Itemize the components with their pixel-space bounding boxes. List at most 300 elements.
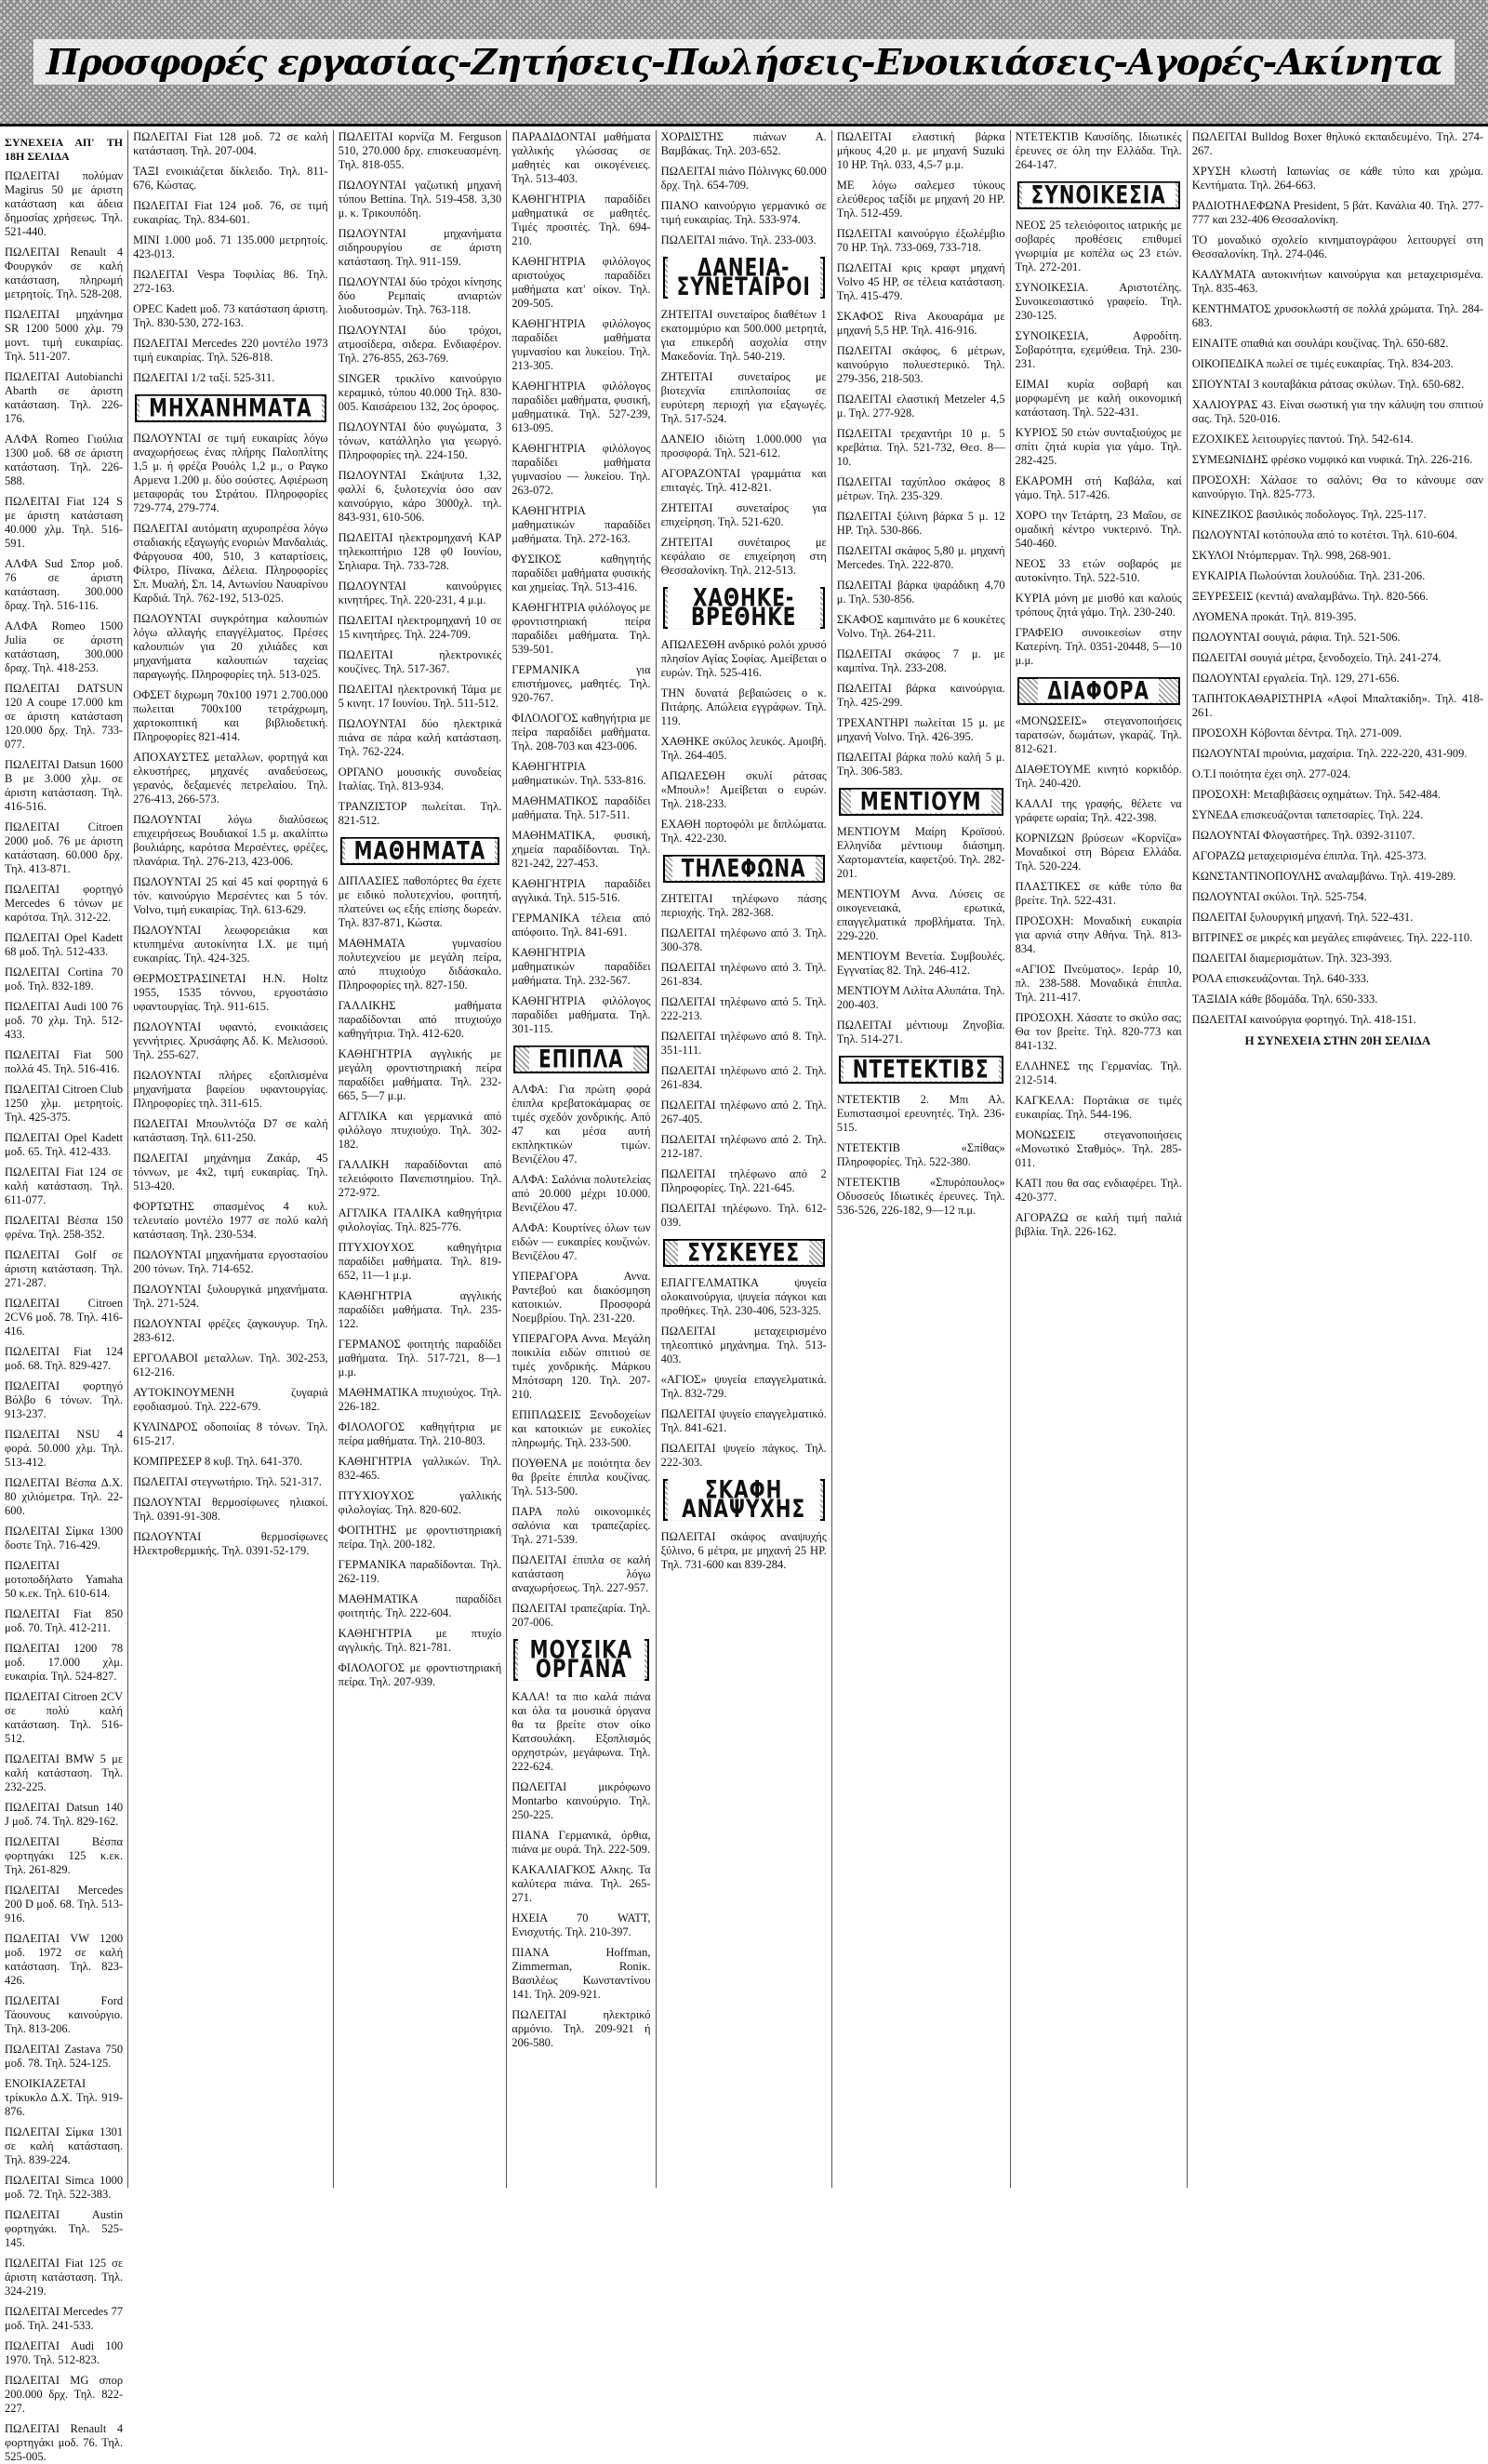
section-heading-label: ΜΑΘΗΜΑΤΑ bbox=[345, 839, 496, 863]
classified-ad: ΑΓΟΡΑΖΩ σε καλή τιμή παλιά βιβλία. Τηλ. 226-162. bbox=[1015, 1211, 1182, 1238]
classified-ad: ΓΑΛΛΙΚΗΣ μαθήματα παραδίδονται από πτυχιούχο καθηγήτρια. Τηλ. 412-620. bbox=[338, 999, 502, 1040]
classified-ad: ΦΟΙΤΗΤΗΣ με φροντιστηριακή πείρα. Τηλ. 200-182. bbox=[338, 1524, 502, 1551]
classified-ad: ΠΩΛΕΙΤΑΙ Fiat 500 πολλά 45. Τηλ. 516-416. bbox=[5, 1048, 124, 1075]
classified-ad: ΠΩΛΕΙΤΑΙ μοτοποδήλατο Yamaha 50 κ.εκ. Τηλ. 610-614. bbox=[5, 1559, 124, 1600]
classified-ad: ΠΩΛΕΙΤΑΙ Zastava 750 μοδ. 78. Τηλ. 524-125. bbox=[5, 2043, 124, 2070]
classified-ad: ΠΡΟΣΟΧΗ. Χάσατε το σκύλο σας; Θα τον βρείτε. Τηλ. 820-773 και 841-132. bbox=[1015, 1011, 1182, 1052]
classified-ad: ΠΩΛΕΙΤΑΙ τηλέφωνο. Τηλ. 612-039. bbox=[660, 1202, 827, 1229]
classified-ad: ΠΩΛΟΥΝΤΑΙ σουγιά, ράφια. Τηλ. 521-506. bbox=[1191, 631, 1401, 644]
classified-ad: ΑΠΩΛΕΣΘΗ ανδρικό ρολόι χρυσό πλησίον Αγίας Σοφίας. Αμείβεται ο ευρών. Τηλ. 525-416. bbox=[660, 638, 827, 679]
classified-ad: «ΑΓΙΟΣ Πνεύματος». Ιεράρ 10, πλ. 238-588. Μοναδικά έπιπλα. Τηλ. 211-417. bbox=[1015, 963, 1182, 1004]
classified-ad: ΠΩΛΕΙΤΑΙ Βέσπα φορτηγάκι 125 κ.εκ. Τηλ. 261-829. bbox=[5, 1835, 124, 1876]
classified-ad: ΔΑΝΕΙΟ ιδιώτη 1.000.000 για προσφορά. Τηλ. 521-612. bbox=[660, 433, 827, 460]
classified-ad: ΑΛΦΑ: Σαλόνια πολυτελείας από 20.000 μέχρι 10.000. Βενιζέλου 47. bbox=[512, 1173, 651, 1214]
classified-ad: ΠΩΛΕΙΤΑΙ MG σπορ 200.000 δρχ. Τηλ. 822-227. bbox=[5, 2374, 124, 2415]
classified-ad: ΣΚΑΦΟΣ Riva Ακουαράμα με μηχανή 5,5 HP. Τηλ. 416-916. bbox=[836, 310, 1005, 337]
section-heading bbox=[1017, 674, 1180, 706]
classified-ad: ΠΩΛΕΙΤΑΙ Fiat 128 μοδ. 72 σε καλή κατάσταση. Τηλ. 207-004. bbox=[133, 130, 328, 157]
classified-ad: ΠΩΛΕΙΤΑΙ σκάφος αναψυχής ξύλινο, 6 μέτρα, με μηχανή 25 HP. Τηλ. 731-600 και 839-284. bbox=[660, 1530, 827, 1571]
classifieds-columns bbox=[0, 130, 1488, 2463]
classified-ad: ΑΓΟΡΑΖΩ μεταχειρισμένα έπιπλα. Τηλ. 425-373. bbox=[1191, 849, 1427, 862]
classified-ad: ΠΩΛΕΙΤΑΙ Opel Kadett 68 μοδ. Τηλ. 512-433. bbox=[5, 931, 124, 958]
classified-ad: ΠΩΛΕΙΤΑΙ Citroen 2CV σε πολύ καλή κατάσταση. Τηλ. 516-512. bbox=[5, 1690, 124, 1745]
column-2 bbox=[334, 130, 508, 2188]
classified-ad: ΑΛΦΑ: Για πρώτη φορά έπιπλα κρεβατοκάμαρας σε τιμές σχεδόν χονδρικής. Από 47 και μέσα αυτή εκπληκτικών τιμών. Βενιζέλου 47. bbox=[512, 1083, 651, 1165]
classified-ad: ΠΩΛΟΥΝΤΑΙ λόγω διαλύσεως επιχειρήσεως Βουδιακοί 1.5 μ. ακαλίπτω βουλιάρης, καρότσα Μερσέντες, φρέζες, πλανάρια. Τηλ. 276-213, 423-006. bbox=[133, 813, 328, 868]
classified-ad: ΚΑΘΗΓΗΤΡΙΑ αγγλικής παραδίδει μαθήματα. Τηλ. 235-122. bbox=[338, 1289, 502, 1330]
classified-ad: ΚΑΘΗΓΗΤΡΙΑ φιλόλογος παραδίδει μαθήματα, φυσική, μαθηματικά. Τηλ. 527-239, 613-095. bbox=[512, 380, 651, 434]
classified-ad: ΠΩΛΕΙΤΑΙ διαμερισμάτων. Τηλ. 323-393. bbox=[1191, 952, 1392, 965]
classified-ad: ΠΑΡΑΔΙΔΟΝΤΑΙ μαθήματα γαλλικής γλώσσας σε μαθητές και οικογένειες. Τηλ. 513-403. bbox=[512, 130, 651, 185]
classified-ad: ΠΩΛΕΙΤΑΙ ταχύπλοο σκάφος 8 μέτρων. Τηλ. 235-329. bbox=[836, 475, 1005, 502]
classified-ad: ΠΩΛΟΥΝΤΑΙ δύο τρόχοι κίνησης δύο Ρεμπαίς ανιαρτών λιοδυτοσμών. Τηλ. 763-118. bbox=[338, 275, 502, 316]
classified-ad: ΚΑΘΗΓΗΤΡΙΑ με πτυχίο αγγλικής. Τηλ. 821-781. bbox=[338, 1627, 502, 1654]
section-heading-label: ΔΙΑΦΟΡΑ bbox=[1038, 679, 1159, 703]
classified-ad: ΥΠΕΡΑΓΟΡΑ Αννα. Ραντεβού και διακόσμηση κατοικιών. Προσφορά Νοεμβρίου. Τηλ. 231-220. bbox=[512, 1270, 651, 1325]
section-heading bbox=[839, 785, 1003, 817]
classified-ad: ΠΩΛΕΙΤΑΙ τρεχαντήρι 10 μ. 5 κρεβάτια. Τηλ. 521-732, Θεσ. 8—10. bbox=[836, 427, 1005, 468]
classified-ad: ΧΑΛΙΟΥΡΑΣ 43. Είναι σωστική για την κάλυψη του σπιτιού σας. Τηλ. 520-016. bbox=[1191, 398, 1483, 425]
classified-ad: ΠΩΛΕΙΤΑΙ ηλεκτρικό αρμόνιο. Τηλ. 209-921 ή 206-580. bbox=[512, 2008, 651, 2049]
classified-ad: ΠΩΛΕΙΤΑΙ ηλεκτρονικές κουζίνες. Τηλ. 517-367. bbox=[338, 648, 502, 675]
classified-ad: ΝΕΟΣ 25 τελειόφοιτος ιατρικής με σοβαρές προθέσεις επιθυμεί γνωριμία με κοπέλα ως 23 ετών. Τηλ. 272-201. bbox=[1015, 219, 1182, 273]
classified-ad: ΠΡΟΣΟΧΗ: Μοναδική ευκαιρία για αρνιά στην Αθήνα. Τηλ. 813-834. bbox=[1015, 914, 1182, 955]
classified-ad: ΠΩΛΟΥΝΤΑΙ λεωφορειάκια και κτυπημένα αυτοκίνητα Ι.Χ. με τιμή ευκαιρίας. Τηλ. 424-325. bbox=[133, 924, 328, 965]
classified-ad: ΠΩΛΕΙΤΑΙ VW 1200 μοδ. 1972 σε καλή κατάσταση. Τηλ. 823-426. bbox=[5, 1932, 124, 1987]
classified-ad: ΚΑΘΗΓΗΤΡΙΑ μαθηματικών. Τηλ. 533-816. bbox=[512, 760, 646, 787]
classified-ad: ΠΩΛΕΙΤΑΙ βάρκα πολύ καλή 5 μ. Τηλ. 306-583. bbox=[836, 751, 1005, 778]
classified-ad: ΚΑΘΗΓΗΤΡΙΑ παραδίδει αγγλικά. Τηλ. 515-516. bbox=[512, 877, 651, 904]
classified-ad: ΜΟΝΩΣΕΙΣ στεγανοποιήσεις «Μονωτικό Σταθμός». Τηλ. 285-011. bbox=[1015, 1128, 1182, 1169]
classified-ad: ΠΩΛΕΙΤΑΙ NSU 4 φορά. 50.000 χλμ. Τηλ. 513-412. bbox=[5, 1428, 124, 1469]
classified-ad: ΠΩΛΕΙΤΑΙ καινούργια φορτηγό. Τηλ. 418-151. bbox=[1191, 1013, 1416, 1026]
classified-ad: ΝΤΕΤΕΚΤΙΒ Καυσίδης. Ιδιωτικές έρευνες σε όλη την Ελλάδα. Τηλ. 264-147. bbox=[1015, 130, 1182, 171]
classified-ad: ΠΩΛΕΙΤΑΙ κρις κραφτ μηχανή Volvo 45 HP, σε τέλεια κατάσταση. Τηλ. 415-479. bbox=[836, 261, 1005, 302]
classified-ad: ΖΗΤΕΙΤΑΙ συνεταίρος για επιχείρηση. Τηλ. 521-620. bbox=[660, 501, 827, 528]
classified-ad: ΖΗΤΕΙΤΑΙ συνέταιρος με κεφάλαιο σε επιχείρηση στη Θεσσαλονίκη. Τηλ. 212-513. bbox=[660, 536, 827, 577]
classified-ad: ΠΩΛΟΥΝΤΑΙ πιρούνια, μαχαίρια. Τηλ. 222-220, 431-909. bbox=[1191, 747, 1468, 760]
classified-ad: ΚΟΡΝΙΖΩΝ βρύσεων «Κορνίζα» Μοναδικοί στη Βόρεια Ελλάδα. Τηλ. 520-224. bbox=[1015, 832, 1182, 872]
classified-ad: ΚΑΚΑΛΙΑΓΚΟΣ Αλκης. Τα καλύτερα πιάνα. Τηλ. 265-271. bbox=[512, 1863, 651, 1904]
classified-ad: ΧΟΡΔΙΣΤΗΣ πιάνων Α. Βαμβάκας. Τηλ. 203-652. bbox=[660, 130, 827, 157]
section-heading-label: ΕΠΙΠΛΑ bbox=[529, 1047, 633, 1072]
classified-ad: ΧΡΥΣΗ κλωστή Ιαπωνίας σε κάθε τύπο και χρώμα. Κεντήματα. Τηλ. 264-663. bbox=[1191, 165, 1483, 192]
classified-ad: ΚΑΘΗΓΗΤΡΙΑ φιλόλογος παραδίδει μαθήματα. Τηλ. 301-115. bbox=[512, 994, 651, 1035]
classified-ad: ΠΙΑΝΟ καινούργιο γερμανικό σε τιμή ευκαιρίας. Τηλ. 533-974. bbox=[660, 199, 827, 226]
classified-ad: ΓΕΡΜΑΝΙΚΑ για επιστήμονες, μαθητές. Τηλ. 920-767. bbox=[512, 663, 651, 704]
section-heading-label: ΔΑΝΕΙΑ-ΣΥΝΕΤΑΙΡΟΙ bbox=[668, 256, 820, 299]
section-heading bbox=[663, 1474, 825, 1524]
classified-ad: ΚΑΘΗΓΗΤΡΙΑ φιλόλογος με φροντιστηριακή πείρα παραδίδει μαθήματα. Τηλ. 539-501. bbox=[512, 601, 651, 656]
classified-ad: ΛΥΟΜΕΝΑ προκάτ. Τηλ. 819-395. bbox=[1191, 610, 1357, 623]
classified-ad: ΠΩΛΕΙΤΑΙ Renault 4 Φουργκόν σε καλή κατάσταση, πληρωμή μετρητοίς. Τηλ. 528-208. bbox=[5, 246, 124, 300]
classified-ad: ΠΩΛΕΙΤΑΙ Datsun 140 J μοδ. 74. Τηλ. 829-162. bbox=[5, 1801, 124, 1828]
classified-ad: ΠΩΛΕΙΤΑΙ ελαστική Metzeler 4,5 μ. Τηλ. 277-928. bbox=[836, 393, 1005, 420]
classified-ad: ΚΑΛΥΜΑΤΑ αυτοκινήτων καινούργια και μεταχειρισμένα. Τηλ. 835-463. bbox=[1191, 268, 1483, 295]
classified-ad: ΚΑΘΗΓΗΤΡΙΑ φιλόλογος παραδίδει μαθήματα γυμνασίου και λυκείου. Τηλ. 213-305. bbox=[512, 317, 651, 372]
classified-ad: ΞΕΥΡΕΣΕΙΣ (κεντιά) αναλαμβάνω. Τηλ. 820-566. bbox=[1191, 590, 1428, 603]
classified-ad: ΕΖΟΧΙΚΕΣ λειτουργίες παντού. Τηλ. 542-614. bbox=[1191, 433, 1414, 446]
classified-ad: ΟΦΣΕΤ διχρωμη 70x100 1971 2.700.000 πωλειται 700x100 τετράχρωμη, χαρτοκοπτική και βιβλιοδετική. Πληροφορίες 821-414. bbox=[133, 688, 328, 743]
classified-ad: ΠΩΛΟΥΝΤΑΙ δύο τρόχοι, ατμοσίδερα, σιδερα. Ενδιαφέρον. Τηλ. 276-855, 263-769. bbox=[338, 324, 502, 365]
banner-title: Προσφορές εργασίας-Ζητήσεις-Πωλήσεις-Ενοικιάσεις-Αγορές-Ακίνητα bbox=[33, 39, 1455, 85]
classified-ad: ΜΑΘΗΜΑΤΙΚΟΣ παραδίδει μαθήματα. Τηλ. 517-511. bbox=[512, 794, 651, 821]
classified-ad: «ΜΟΝΩΣΕΙΣ» στεγανοποιήσεις ταρατσών, δωμάτων, γκαράζ. Τηλ. 812-621. bbox=[1015, 714, 1182, 755]
classified-ad: ΠΩΛΕΙΤΑΙ σκάφος 5,80 μ. μηχανή Mercedes. Τηλ. 222-870. bbox=[836, 544, 1005, 571]
classified-ad: ΠΩΛΕΙΤΑΙ έπιπλα σε καλή κατάσταση λόγω αναχωρήσεως. Τηλ. 227-957. bbox=[512, 1553, 651, 1594]
column-7 bbox=[1188, 130, 1488, 2188]
classified-ad: ΤΡΕΧΑΝΤΗΡΙ πωλείται 15 μ. με μηχανή Volvo. Τηλ. 426-395. bbox=[836, 716, 1005, 743]
classified-ad: ΠΩΛΕΙΤΑΙ τραπεζαρία. Τηλ. 207-006. bbox=[512, 1602, 651, 1629]
continued-from-note: ΣΥΝΕΧΕΙΑ ΑΠ' ΤΗ 18Η ΣΕΛΙΔΑ bbox=[5, 136, 124, 163]
classified-ad: ΠΩΛΕΙΤΑΙ σκάφος, 6 μέτρων, καινούργιο πολυεστερικό. Τηλ. 279-356, 218-503. bbox=[836, 344, 1005, 385]
classified-ad: ΣΥΜΕΩΝΙΔΗΣ φρέσκο νυμφικό και νυφικά. Τηλ. 226-216. bbox=[1191, 453, 1473, 466]
section-heading-label: ΣΥΣΚΕΥΕΣ bbox=[678, 1241, 809, 1265]
classified-ad: ΣΥΝΕΔΑ επισκευάζονται ταπετσαρίες. Τηλ. 224. bbox=[1191, 808, 1423, 821]
column-1 bbox=[128, 130, 334, 2188]
section-heading bbox=[513, 1634, 648, 1684]
classified-ad: ΑΛΦΑ: Κουρτίνες όλων των ειδών — ευκαιρίες κουζινών. Βενιζέλου 47. bbox=[512, 1221, 651, 1262]
classified-ad: ΑΓΓΛΙΚΑ ΙΤΑΛΙΚΑ καθηγήτρια φιλολογίας. Τηλ. 825-776. bbox=[338, 1206, 502, 1233]
classified-ad: ΠΩΛΕΙΤΑΙ ηλεκτρονική Τάμα με 5 κινητ. 17 Ιουνίου. Τηλ. 511-512. bbox=[338, 683, 502, 710]
classified-ad: ΠΩΛΕΙΤΑΙ Fiat 125 σε άριστη κατάσταση. Τηλ. 324-219. bbox=[5, 2257, 124, 2298]
classified-ad: ΠΩΛΕΙΤΑΙ Μπουλντόζα D7 σε καλή κατάσταση. Τηλ. 611-250. bbox=[133, 1117, 328, 1144]
classified-ad: ΜΑΘΗΜΑΤΙΚΑ πτυχιούχος. Τηλ. 226-182. bbox=[338, 1386, 502, 1413]
classified-ad: ΠΡΟΣΟΧΗ: Μεταβιβάσεις οχημάτων. Τηλ. 542-484. bbox=[1191, 788, 1441, 801]
classified-ad: ΠΩΛΟΥΝΤΑΙ Σκάψυτα 1,32, φαλλί 6, ξυλοτεχνία όσο σαν καινούργιο, κάρο 3000χλ. τηλ. 843-931, 610-506. bbox=[338, 469, 502, 524]
classified-ad: ΠΑΡΑ πολύ οικονομικές σαλόνια και τραπεζαρίες. Τηλ. 271-539. bbox=[512, 1505, 651, 1546]
section-heading bbox=[663, 852, 825, 884]
classified-ad: ΠΩΛΟΥΝΤΑΙ σε τιμή ευκαιρίας λόγω αναχωρήσεως ένας πλήρης Παλοπλίτης 1,5 μ. ή φρέζα Ρουόλς 1,2 μ., ο Ραγκο Αρμενα 1.200 μ. δύο σούστες. Αφιέρωση μεταφοράς του Στράτου. Πληροφορίες 729-774, 279-774. bbox=[133, 432, 328, 514]
classified-ad: ΠΩΛΟΥΝΤΑΙ δύο φυγώματα, 3 τόνων, κατάλληλο για γεωργό. Πληροφορίες τηλ. 224-150. bbox=[338, 420, 502, 461]
classified-ad: MINI 1.000 μοδ. 71 135.000 μετρητοίς. 423-013. bbox=[133, 233, 328, 260]
classified-ad: ΤΟ μοναδικό σχολείο κινηματογράφου λειτουργεί στη Θεσσαλονίκη. Τηλ. 274-046. bbox=[1191, 233, 1483, 260]
classified-ad: ΠΩΛΕΙΤΑΙ Fiat 124 μοδ. 76, σε τιμή ευκαιρίας. Τηλ. 834-601. bbox=[133, 199, 328, 226]
classified-ad: ΑΥΤΟΚΙΝΟΥΜΕΝΗ ζυγαριά εφοδιασμού. Τηλ. 222-679. bbox=[133, 1386, 328, 1413]
classified-ad: ΠΩΛΕΙΤΑΙ τηλέφωνο από 8. Τηλ. 351-111. bbox=[660, 1030, 827, 1057]
column-4 bbox=[657, 130, 832, 2188]
column-5 bbox=[832, 130, 1011, 2188]
classified-ad: ΖΗΤΕΙΤΑΙ συνεταίρος διαθέτων 1 εκατομμύριο και 500.000 μετρητά, για επικερδή ασχολία στην Μακεδονία. Τηλ. 540-219. bbox=[660, 308, 827, 363]
classified-ad: «ΑΓΙΟΣ» ψυγεία επαγγελματικά. Τηλ. 832-729. bbox=[660, 1373, 827, 1400]
classified-ad: ΠΩΛΟΥΝΤΑΙ δύο ηλεκτρικά πιάνα σε πάρα καλή κατάσταση. Τηλ. 762-224. bbox=[338, 717, 502, 758]
classified-ad: ΤΑΞΙ ενοικιάζεται δίκλειδο. Τηλ. 811-676, Κώστας. bbox=[133, 165, 328, 192]
classified-ad: ΠΩΛΕΙΤΑΙ σκάφος 7 μ. με καμπίνα. Τηλ. 233-208. bbox=[836, 647, 1005, 674]
classified-ad: ΜΕΝΤΙΟΥΜ Βενετία. Συμβουλές. Εγγνατίας 82. Τηλ. 246-412. bbox=[836, 950, 1005, 977]
classified-ad: ΠΩΛΕΙΤΑΙ τηλέφωνο από 2 Πληροφορίες. Τηλ. 221-645. bbox=[660, 1167, 827, 1194]
classified-ad: ΠΩΛΕΙΤΑΙ σουγιά μέτρα, ξενοδοχείο. Τηλ. 241-274. bbox=[1191, 651, 1442, 664]
classified-ad: ΥΠΕΡΑΓΟΡΑ Αννα. Μεγάλη ποικιλία ειδών σπιτιού σε τιμές χονδρικής. Μάρκου Μπότσαρη 120. Τηλ. 207-210. bbox=[512, 1332, 651, 1401]
classified-ad: ΠΩΛΕΙΤΑΙ πιάνο. Τηλ. 233-003. bbox=[660, 233, 817, 246]
classified-ad: ΠΩΛΕΙΤΑΙ Citroen 2000 μοδ. 76 με άριστη κατάσταση. 60.000 δρχ. Τηλ. 413-871. bbox=[5, 820, 124, 875]
classified-ad: ΠΩΛΕΙΤΑΙ Citroen 2CV6 μοδ. 78. Τηλ. 416-416. bbox=[5, 1297, 124, 1338]
classified-ad: ΠΩΛΕΙΤΑΙ Fiat 124 μοδ. 68. Τηλ. 829-427. bbox=[5, 1345, 124, 1372]
classified-ad: ΠΩΛΟΥΝΤΑΙ γαζωτική μηχανή τύπου Bettina. Τηλ. 519-458. 3,30 μ. κ. Τρικουπόδη. bbox=[338, 179, 502, 220]
classified-ad: ΘΕΡΜΟΣΤΡΑΣΙΝΕΤΑΙ Η.Ν. Ηoltz 1955, 1535 τόννου, εργοστάσιο υφαντουργίας. Τηλ. 911-615. bbox=[133, 972, 328, 1013]
classified-ad: ΠΩΛΟΥΝΤΑΙ ξυλουργικά μηχανήματα. Τηλ. 271-524. bbox=[133, 1283, 328, 1310]
column-6 bbox=[1011, 130, 1188, 2188]
classified-ad: ΠΩΛΟΥΝΤΑΙ καινούργιες κινητήρες. Τηλ. 220-231, 4 μ.μ. bbox=[338, 579, 502, 606]
classified-ad: ΓΕΡΜΑΝΟΣ φοιτητής παραδίδει μαθήματα. Τηλ. 517-721, 8—1 μ.μ. bbox=[338, 1338, 502, 1379]
classified-ad: ΠΩΛΟΥΝΤΑΙ υφαντό, ενοικιάσεις γεννήτριες. Χρυσάφης Αδ. Κ. Μελισσού. Τηλ. 255-627. bbox=[133, 1020, 328, 1061]
classified-ad: ΠΩΛΕΙΤΑΙ ξυλουργική μηχανή. Τηλ. 522-431. bbox=[1191, 911, 1414, 924]
classified-ad: ΣΚΥΛΟΙ Ντόμπερμαν. Τηλ. 998, 268-901. bbox=[1191, 549, 1391, 562]
classified-ad: ΕΡΓΟΛΑΒΟΙ μεταλλων. Τηλ. 302-253, 612-216. bbox=[133, 1352, 328, 1379]
section-heading bbox=[340, 834, 500, 866]
classified-ad: ΠΙΑΝΑ Γερμανικά, όρθια, πιάνα με ουρά. Τηλ. 222-509. bbox=[512, 1829, 651, 1856]
classified-ad: ΡΑΔΙΟΤΗΛΕΦΩΝΑ President, 5 βάτ. Κανάλια 40. Τηλ. 277-777 και 232-406 Θεσσαλονίκη. bbox=[1191, 199, 1483, 226]
classified-ad: ΤΑΠΗΤΟΚΑΘΑΡΙΣΤΗΡΙΑ «Αφοί Μπαλτακίδη». Τηλ. 418-261. bbox=[1191, 692, 1483, 719]
classified-ad: ΠΩΛΕΙΤΑΙ Autobianchi Abarth σε άριστη κατάσταση. Τηλ. 226-176. bbox=[5, 370, 124, 425]
classified-ad: ΜΕ λόγω σαλεμεσ τύκους ελεύθερος ταξίδι με μηχανή 20 HP. Τηλ. 512-459. bbox=[836, 179, 1005, 220]
classified-ad: ΠΩΛΕΙΤΑΙ Mercedes 220 μοντέλο 1973 τιμή ευκαιρίας. Τηλ. 526-818. bbox=[133, 337, 328, 364]
classified-ad: ΑΛΦΑ Romeo Γιούλια 1300 μοδ. 68 σε άριστη κατάσταση. Τηλ. 226-588. bbox=[5, 433, 124, 487]
classified-ad: ΒΙΤΡΙΝΕΣ σε μικρές και μεγάλες επιφάνειες. Τηλ. 222-110. bbox=[1191, 931, 1473, 944]
classified-ad: ΠΩΛΕΙΤΑΙ καινούργιο έξωλέμβιο 70 HP. Τηλ. 733-069, 733-718. bbox=[836, 227, 1005, 254]
section-heading bbox=[663, 252, 825, 301]
classified-ad: ΕΠΙΠΛΩΣΕΙΣ Ξενοδοχείων και κατοικιών με ευκολίες πληρωμής. Τηλ. 233-500. bbox=[512, 1408, 651, 1449]
classified-ad: ΦΙΛΟΛΟΓΟΣ με φροντιστηριακή πείρα. Τηλ. 207-939. bbox=[338, 1661, 502, 1688]
classified-ad: ΕΠΑΓΓΕΛΜΑΤΙΚΑ ψυγεία ολοκαινούργια, ψυγεία πάγκοι και προθήκες. Τηλ. 230-406, 523-325. bbox=[660, 1276, 827, 1317]
classified-ad: ΠΩΛΕΙΤΑΙ Bulldog Boxer θηλυκό εκπαιδευμένο. Τηλ. 274-267. bbox=[1191, 130, 1483, 157]
classified-ad: ΗΧΕΙΑ 70 WATT, Ενισχυτής. Τηλ. 210-397. bbox=[512, 1911, 651, 1938]
classified-ad: ΠΩΛΕΙΤΑΙ Vespa Τοφιλίας 86. Τηλ. 272-163. bbox=[133, 268, 328, 295]
classified-ad: ΖΗΤΕΙΤΑΙ τηλέφωνο πάσης περιοχής. Τηλ. 282-368. bbox=[660, 892, 827, 919]
classified-ad: ΠΩΛΕΙΤΑΙ στεγνωτήριο. Τηλ. 521-317. bbox=[133, 1475, 322, 1488]
classified-ad: ΠΩΛΟΥΝΤΑΙ θερμοσίφωνες Ηλεκτροθερμικής. Τηλ. 0391-52-179. bbox=[133, 1530, 328, 1557]
classified-ad: ΠΩΛΕΙΤΑΙ ελαστική βάρκα μήκους 4,20 μ. με μηχανή Suzuki 10 HP. Τηλ. 033, 4,5-7 μ.μ. bbox=[836, 130, 1005, 171]
classified-ad: ΠΩΛΕΙΤΑΙ τηλέφωνο από 3. Τηλ. 300-378. bbox=[660, 926, 827, 953]
classified-ad: ΕΚΑΡΟΜΗ στή Καβάλα, καί γάμο. Τηλ. 517-426. bbox=[1015, 474, 1182, 501]
classified-ad: ΜΕΝΤΙΟΥΜ Αννα. Λύσεις σε οικογενειακά, ερωτικά, επαγγελματικά προβλήματα. Τηλ. 229-220. bbox=[836, 887, 1005, 942]
classified-ad: ΠΩΛΕΙΤΑΙ τηλέφωνο από 2. Τηλ. 261-834. bbox=[660, 1064, 827, 1091]
classified-ad: ΚΑΘΗΓΗΤΡΙΑ μαθηματικών παραδίδει μαθήματα. Τηλ. 272-163. bbox=[512, 504, 651, 545]
classified-ad: ΔΙΠΛΑΣΙΕΣ παθοπόρτες θα έχετε με ειδικό πολυτεχνίου, φοιτητή, πλατεύνει ως εξής επίσης δωρεάν. Τηλ. 837-871, Κώστα. bbox=[338, 874, 502, 929]
classified-ad: ΑΛΦΑ Sud Σπορ μοδ. 76 σε άριστη κατάσταση. 300.000 δραχ. Τηλ. 516-116. bbox=[5, 557, 124, 612]
classified-ad: ΓΡΑΦΕΙΟ συνοικεσίων στην Κατερίνη. Τηλ. 0351-20448, 5—10 μ.μ. bbox=[1015, 626, 1182, 667]
classified-ad: ΠΩΛΕΙΤΑΙ Renault 4 φορτηγάκι μοδ. 76. Τηλ. 525-005. bbox=[5, 2422, 124, 2463]
classified-ad: ΕΧΑΘΗ πορτοφόλι με διπλώματα. Τηλ. 422-230. bbox=[660, 818, 827, 845]
classified-ad: ΜΑΘΗΜΑΤΑ γυμνασίου πολυτεχνείου με μεγάλη πείρα, από πτυχιούχο διδάσκαλο. Πληροφορίες τηλ. 827-150. bbox=[338, 937, 502, 992]
classified-ad: ΠΩΛΕΙΤΑΙ τηλέφωνο από 2. Τηλ. 267-405. bbox=[660, 1099, 827, 1125]
classified-ad: ΣΚΑΦΟΣ καμπινάτο με 6 κουκέτες Volvo. Τηλ. 264-211. bbox=[836, 613, 1005, 640]
classified-ad: ΕΥΚΑΙΡΙΑ Πωλούνται λουλούδια. Τηλ. 231-206. bbox=[1191, 569, 1426, 582]
page-banner bbox=[0, 0, 1488, 127]
classified-ad: ΖΗΤΕΙΤΑΙ συνεταίρος με βιοτεχνία επιπλοποιίας σε ευρύτερη περιοχή για εξαγωγές. Τηλ. 517-524. bbox=[660, 370, 827, 425]
classified-ad: ΠΩΛΕΙΤΑΙ κορνίζα Μ. Ferguson 510, 270.000 δρχ. επισκευασμένη. Τηλ. 818-055. bbox=[338, 130, 502, 171]
classified-ad: ΣΠΟΥΝΤΑΙ 3 κουταβάκια ράτσας σκύλων. Τηλ. 650-682. bbox=[1191, 378, 1465, 391]
classified-ad: ΠΩΛΕΙΤΑΙ Citroen Club 1250 χλμ. μετρητοίς. Τηλ. 425-375. bbox=[5, 1083, 124, 1124]
section-heading-label: ΝΤΕΤΕΚΤΙΒΣ bbox=[844, 1058, 999, 1082]
classified-ad: ΕΙΜΑΙ κυρία σοβαρή και μορφωμένη με καλή οικονομική κατάσταση. Τηλ. 522-431. bbox=[1015, 378, 1182, 419]
classified-ad: ΦΙΛΟΛΟΓΟΣ καθηγήτρια με πείρα μαθήματα. Τηλ. 210-803. bbox=[338, 1420, 502, 1447]
classified-ad: ΝΤΕΤΕΚΤΙΒ «Σπυρόπουλος» Οδυσσεύς Ιδιωτικές έρευνες. Τηλ. 536-526, 226-182, 9—12 π.μ. bbox=[836, 1176, 1005, 1217]
section-heading bbox=[839, 1053, 1003, 1085]
classified-ad: ΦΥΣΙΚΟΣ καθηγητής παραδίδει μαθήματα φυσικής και χημείας. Τηλ. 513-416. bbox=[512, 553, 651, 593]
classified-ad: ΕΝΟΙΚΙΑΖΕΤΑΙ τρίκυκλο Δ.Χ. Τηλ. 919-876. bbox=[5, 2077, 124, 2118]
classified-ad: ΠΩΛΕΙΤΑΙ μέντιουμ Ζηνοβία. Τηλ. 514-271. bbox=[836, 1019, 1005, 1046]
classified-ad: ΠΩΛΕΙΤΑΙ μικρόφωνο Montarbo καινούργιο. Τηλ. 250-225. bbox=[512, 1780, 651, 1821]
classified-ad: ΦΟΡΤΩΤΗΣ σπασμένος 4 κυλ. τελευταίο μοντέλο 1977 σε πολύ καλή κατάσταση. Τηλ. 230-534. bbox=[133, 1200, 328, 1241]
classified-ad: ΕΛΛΗΝΕΣ της Γερμανίας. Τηλ. 212-514. bbox=[1015, 1059, 1182, 1086]
classified-ad: ΚΥΡΙΑ μόνη με μισθό και καλούς τρόπους ζητά γάμο. Τηλ. 230-240. bbox=[1015, 592, 1182, 619]
classified-ad: ΠΩΛΕΙΤΑΙ Fiat 850 μοδ. 70. Τηλ. 412-211. bbox=[5, 1607, 124, 1634]
classified-ad: ΓΕΡΜΑΝΙΚΑ τέλεια από απόφοιτο. Τηλ. 841-691. bbox=[512, 912, 651, 939]
section-heading-label: ΜΗΧΑΝΗΜΑΤΑ bbox=[140, 396, 322, 420]
classified-ad: ΚΑΛΑ! τα πιο καλά πιάνα και όλα τα μουσικά όργανα θα τα βρείτε στον οίκο Κατσουλάκη. Εξοπλισμός ορχηστρών, μεγάφωνα. Τηλ. 222-624. bbox=[512, 1690, 651, 1773]
classified-ad: ΠΡΟΣΟΧΗ: Χάλασε το σαλόνι; Θα το κάνουμε σαν καινούργιο. Τηλ. 825-773. bbox=[1191, 473, 1483, 500]
classified-ad: ΜΕΝΤΙΟΥΜ Λιλίτα Αλυπάτα. Τηλ. 200-403. bbox=[836, 984, 1005, 1011]
classified-ad: ΠΩΛΟΥΝΤΑΙ φρέζες ζαγκουγυρ. Τηλ. 283-612. bbox=[133, 1317, 328, 1344]
classified-ad: ΜΑΘΗΜΑΤΙΚΑ παραδίδει φοιτητής. Τηλ. 222-604. bbox=[338, 1592, 502, 1619]
classified-ad: ΠΩΛΕΙΤΑΙ Mercedes 77 μοδ. Τηλ. 241-533. bbox=[5, 2305, 124, 2332]
classified-ad: ΡΟΛΑ επισκευάζονται. Τηλ. 640-333. bbox=[1191, 972, 1369, 985]
classified-ad: ΚΥΛΙΝΔΡΟΣ οδοποιίας 8 τόνων. Τηλ. 615-217. bbox=[133, 1420, 328, 1447]
classified-ad: ΚΥΡΙΟΣ 50 ετών συνταξιούχος με σπίτι ζητά κυρία για γάμο. Τηλ. 282-425. bbox=[1015, 426, 1182, 467]
section-heading-label: ΧΑΘΗΚΕ-ΒΡΕΘΗΚΕ bbox=[668, 586, 820, 629]
classified-ad: ΚΑΘΗΓΗΤΡΙΑ φιλόλογος αριστούχος παραδίδει μαθήματα κατ' οίκον. Τηλ. 209-505. bbox=[512, 255, 651, 310]
section-heading-label: ΜΕΝΤΙΟΥΜ bbox=[851, 790, 991, 814]
continued-on-note: Η ΣΥΝΕΧΕΙΑ ΣΤΗΝ 20Η ΣΕΛΙΔΑ bbox=[1244, 1033, 1431, 1047]
classified-ad: ΜΑΘΗΜΑΤΙΚΑ, φυσική, χημεία παραδίδονται. Τηλ. 821-242, 227-453. bbox=[512, 829, 651, 870]
classified-ad: ΠΩΛΟΥΝΤΑΙ σκύλοι. Τηλ. 525-754. bbox=[1191, 890, 1367, 903]
classified-ad: ΠΩΛΕΙΤΑΙ βάρκα καινούργια. Τηλ. 425-299. bbox=[836, 682, 1005, 709]
classified-ad: ΚΑΛΛΙ της γραφής, θέλετε να γράφετε ωραία; Τηλ. 422-398. bbox=[1015, 797, 1182, 824]
classified-ad: ΠΩΛΕΙΤΑΙ Mercedes 200 D μοδ. 68. Τηλ. 513-916. bbox=[5, 1884, 124, 1925]
classified-ad: ΠΩΛΕΙΤΑΙ Βέσπα 150 φρένα. Τηλ. 258-352. bbox=[5, 1214, 124, 1241]
classified-ad: ΠΩΛΕΙΤΑΙ Fiat 124 S με άριστη κατάσταση 40.000 χλμ. Τηλ. 516-591. bbox=[5, 495, 124, 550]
section-heading bbox=[513, 1043, 648, 1074]
classified-ad: ΑΓΟΡΑΖΟΝΤΑΙ γραμμάτια και επιταγές. Τηλ. 412-821. bbox=[660, 467, 827, 494]
classified-ad: ΟΡΓΑΝΟ μουσικής συνοδείας Ιταλίας. Τηλ. 813-934. bbox=[338, 766, 502, 792]
classified-ad: ΠΩΛΕΙΤΑΙ ψυγείο επαγγελματικό. Τηλ. 841-621. bbox=[660, 1407, 827, 1434]
classified-ad: ΠΩΛΕΙΤΑΙ ηλεκτρομηχανή KAP τηλεκοπτήριο 128 φ0 Ιουνίου, Σηλιαρα. Τηλ. 733-728. bbox=[338, 531, 502, 572]
section-heading-label: ΜΟΥΣΙΚΑ ΟΡΓΑΝΑ bbox=[518, 1638, 644, 1681]
classified-ad: ΣΥΝΟΙΚΕΣΙΑ. Αριστοτέλης. Συνοικεσιαστικό γραφείο. Τηλ. 230-125. bbox=[1015, 281, 1182, 322]
classified-ad: ΠΩΛΟΥΝΤΑΙ εργαλεία. Τηλ. 129, 271-656. bbox=[1191, 672, 1400, 685]
classified-ad: ΑΛΦΑ Romeo 1500 Julia σε άριστη κατάσταση, 300.000 δραχ. Τηλ. 418-253. bbox=[5, 619, 124, 674]
classified-ad: ΠΩΛΕΙΤΑΙ Βέσπα Δ.Χ. 80 χιλιόμετρα. Τηλ. 22-600. bbox=[5, 1476, 124, 1517]
classified-ad: ΠΛΑΣΤΙΚΕΣ σε κάθε τύπο θα βρείτε. Τηλ. 522-431. bbox=[1015, 880, 1182, 907]
classified-ad: ΠΩΛΕΙΤΑΙ τηλέφωνο από 5. Τηλ. 222-213. bbox=[660, 995, 827, 1022]
classified-ad: ΤΗΝ δυνατά βεβαιώσεις ο κ. Πιτάρης. Απώλεια εγγράφων. Τηλ. 119. bbox=[660, 686, 827, 727]
classified-ad: ΠΩΛΕΙΤΑΙ φορτηγό Βόλβο 6 τόνων. Τηλ. 913-237. bbox=[5, 1379, 124, 1420]
classified-ad: ΠΩΛΕΙΤΑΙ Datsun 1600 B με 3.000 χλμ. σε άριστη κατάσταση. Τηλ. 416-516. bbox=[5, 758, 124, 813]
classified-ad: ΠΩΛΕΙΤΑΙ DATSUN 120 A coupe 17.000 km σε άριστη κατάσταση 120.000 δρχ. Τηλ. 733-077. bbox=[5, 682, 124, 751]
classified-ad: ΠΩΛΕΙΤΑΙ μεταχειρισμένο τηλεοπτικό μηχάνημα. Τηλ. 513-403. bbox=[660, 1325, 827, 1365]
classified-ad: ΠΩΛΟΥΝΤΑΙ μηχανήματα εργοστασίου 200 τόνων. Τηλ. 714-652. bbox=[133, 1248, 328, 1275]
column-3 bbox=[507, 130, 656, 2188]
classified-ad: ΠΙΑΝΑ Hoffman, Zimmerman, Roniκ. Βασιλέως Κωνσταντίνου 141. Τηλ. 209-921. bbox=[512, 1946, 651, 2001]
classified-ad: ΝΤΕΤΕΚΤΙΒ 2. Μπι Αλ. Ευπιστασιμοί ερευνητές. Τηλ. 236-515. bbox=[836, 1093, 1005, 1134]
classified-ad: ΠΩΛΟΥΝΤΑΙ πλήρες εξοπλισμένα μηχανήματα βαφείου υφαντουργίας. Πληροφορίες τηλ. 311-615. bbox=[133, 1069, 328, 1110]
classified-ad: ΠΩΛΕΙΤΑΙ βάρκα ψαράδικη 4,70 μ. Τηλ. 530-856. bbox=[836, 579, 1005, 606]
section-heading bbox=[663, 582, 825, 632]
section-heading-label: ΣΚΑΦΗ ΑΝΑΨΥΧΗΣ bbox=[668, 1478, 820, 1521]
classified-ad: ΚΑΘΗΓΗΤΡΙΑ μαθηματικών παραδίδει μαθήματα. Τηλ. 232-567. bbox=[512, 946, 651, 987]
classified-ad: ΚΑΘΗΓΗΤΡΙΑ παραδίδει μαθηματικά σε μαθητές. Τιμές προσιτές. Τηλ. 694-210. bbox=[512, 193, 651, 247]
classified-ad: ΠΤΥΧΙΟΥΧΟΣ γαλλικής φιλολογίας. Τηλ. 820-602. bbox=[338, 1489, 502, 1516]
classified-ad: ΝΤΕΤΕΚΤΙΒ «Σπίθας» Πληροφορίες. Τηλ. 522-380. bbox=[836, 1141, 1005, 1168]
classified-ad: ΚΟΜΠΡΕΣΕΡ 8 κυβ. Τηλ. 641-370. bbox=[133, 1455, 303, 1468]
classified-ad: ΠΩΛΟΥΝΤΑΙ συγκρότημα καλουπιών λόγω αλλαγής επαγγέλματος. Πρέσες καλουπιών για 20 χιλιάδες και μηχανήματα καλουπιών ταχείας παραγωγής. Πληροφορίες τηλ. 513-025. bbox=[133, 612, 328, 681]
classified-ad: ΧΑΘΗΚΕ σκύλος λευκός. Αμοιβή. Τηλ. 264-405. bbox=[660, 735, 827, 762]
classified-ad: ΠΩΛΕΙΤΑΙ τηλέφωνο από 2. Τηλ. 212-187. bbox=[660, 1133, 827, 1160]
classified-ad: ΠΩΛΕΙΤΑΙ Golf σε άριστη κατάσταση. Τηλ. 271-287. bbox=[5, 1248, 124, 1289]
classified-ad: ΠΩΛΕΙΤΑΙ μηχάνημα SR 1200 5000 χλμ. 79 μοντ. τιμή ευκαιρίας. Τηλ. 511-207. bbox=[5, 308, 124, 363]
classified-ad: ΚΑΤΙ που θα σας ενδιαφέρει. Τηλ. 420-377. bbox=[1015, 1177, 1182, 1204]
classified-ad: Ο.Τ.Ι ποιότητα έχει σηλ. 277-024. bbox=[1191, 767, 1351, 780]
classified-ad: ΑΠΟΧΑΥΣΤΕΣ μεταλλων, φορτηγά και ελκυστήρες, μηχανές αναδεύσεως, γερανός, δεξαμενές πετρελαίου. Τηλ. 276-413, 266-573. bbox=[133, 751, 328, 806]
classified-ad: ΣΥΝΟΙΚΕΣΙΑ, Αφροδίτη. Σοβαρότητα, εχεμύθεια. Τηλ. 230-231. bbox=[1015, 329, 1182, 370]
classified-ad: ΚΑΓΚΕΛΑ: Πορτάκια σε τιμές ευκαιρίας. Τηλ. 544-196. bbox=[1015, 1094, 1182, 1121]
classified-ad: ΠΩΛΟΥΝΤΑΙ θερμοσίφωνες ηλιακοί. Τηλ. 0391-91-308. bbox=[133, 1496, 328, 1523]
classified-ad: ΠΩΛΕΙΤΑΙ Austin φορτηγάκι. Τηλ. 525-145. bbox=[5, 2208, 124, 2249]
classified-ad: ΠΟΥΘΕΝΑ με ποιότητα δεν θα βρείτε έπιπλα κουζίνας. Τηλ. 513-500. bbox=[512, 1457, 651, 1498]
classified-ad: ΠΩΛΕΙΤΑΙ BMW 5 με καλή κατάσταση. Τηλ. 232-225. bbox=[5, 1752, 124, 1793]
classified-ad: OPEC Kadett μοδ. 73 κατάσταση άριστη. Τηλ. 830-530, 272-163. bbox=[133, 302, 328, 329]
classified-ad: ΚΩΝΣΤΑΝΤΙΝΟΠΟΥΛΗΣ αναλαμβάνω. Τηλ. 419-289. bbox=[1191, 870, 1456, 883]
classified-ad: ΠΩΛΕΙΤΑΙ αυτόματη αχυροπρέσα λόγω σταδιακής εξαγωγής ενοριών Μανδαλιάς. Φάργουσα 400, 510, 3 καταρτίσεις, Φίλτρο, Πίνακα, Δέλεια. Πληροφορίες Σπ. Μυαλή, Σπ. 14, Αντωνίου Ναυαρίνου Καρδιά. Τηλ. 762-192, 513-025. bbox=[133, 522, 328, 605]
section-heading bbox=[1017, 181, 1180, 209]
classified-ad: ΠΩΛΕΙΤΑΙ Audi 100 76 μοδ. 70 χλμ. Τηλ. 512-433. bbox=[5, 1000, 124, 1041]
classified-ad: ΚΕΝΤΗΜΑΤΟΣ χρυσοκλωστή σε πολλά χρώματα. Τηλ. 284-683. bbox=[1191, 302, 1483, 329]
classified-ad: ΠΩΛΟΥΝΤΑΙ κοτόπουλα από το κοτέτσι. Τηλ. 610-604. bbox=[1191, 528, 1458, 541]
section-heading bbox=[135, 394, 326, 422]
classified-ad: ΠΩΛΕΙΤΑΙ Opel Kadett μοδ. 65. Τηλ. 412-433. bbox=[5, 1131, 124, 1158]
classified-ad: ΑΠΩΛΕΣΘΗ σκυλί ράτσας «Μπουλ»! Αμείβεται ο ευρών. Τηλ. 218-233. bbox=[660, 769, 827, 810]
section-heading-label: ΣΥΝΟΙΚΕΣΙΑ bbox=[1022, 183, 1176, 207]
classified-ad: ΠΩΛΕΙΤΑΙ φορτηγό Mercedes 6 τόνων με καρότσα. Τηλ. 312-22. bbox=[5, 883, 124, 924]
classified-ad: ΦΙΛΟΛΟΓΟΣ καθηγήτρια με πείρα παραδίδει μαθήματα. Τηλ. 208-703 και 423-006. bbox=[512, 712, 651, 753]
classified-ad: ΚΑΘΗΓΗΤΡΙΑ αγγλικής με μεγάλη φροντιστηριακή πείρα παραδίδει μαθήματα. Τηλ. 232-665, 5—7 μ.μ. bbox=[338, 1047, 502, 1102]
classified-ad: ΝΕΟΣ 33 ετών σοβαρός με αυτοκίνητο. Τηλ. 522-510. bbox=[1015, 557, 1182, 584]
classified-ad: ΠΩΛΕΙΤΑΙ Cortina 70 μοδ. Τηλ. 832-189. bbox=[5, 966, 124, 992]
classified-ad: ΠΩΛΕΙΤΑΙ πιάνο Πόλινγκς 60.000 δρχ. Τηλ. 654-709. bbox=[660, 165, 827, 192]
classified-ad: ΠΩΛΕΙΤΑΙ ηλεκτρομηχανή 10 σε 15 κινητήρες. Τηλ. 224-709. bbox=[338, 614, 502, 641]
classified-ad: ΠΩΛΟΥΝΤΑΙ 25 καί 45 καί φορτηγά 6 τόν. καινούργιο Μερσέντες και 5 τόν. Volvo, τιμή ευκαιρίας. Τηλ. 613-629. bbox=[133, 875, 328, 916]
classified-ad: ΠΩΛΕΙΤΑΙ πολύμαν Magirus 50 με άριστη κατάσταση και άδεια δημοσίας χρήσεως. Τηλ. 521-440. bbox=[5, 169, 124, 238]
classified-ad: ΓΑΛΛΙΚΗ παραδίδονται από τελειόφοιτο Πανεπιστημίου. Τηλ. 272-972. bbox=[338, 1158, 502, 1199]
classified-ad: ΤΑΞΙΔΙΑ κάθε βδομάδα. Τηλ. 650-333. bbox=[1191, 992, 1378, 1006]
classified-ad: ΠΩΛΟΥΝΤΑΙ Φλογαστήρες. Τηλ. 0392-31107. bbox=[1191, 829, 1415, 842]
classified-ad: ΠΩΛΕΙΤΑΙ Σίμκα 1301 σε καλή κατάσταση. Τηλ. 839-224. bbox=[5, 2125, 124, 2166]
classified-ad: ΠΩΛΕΙΤΑΙ ψυγείο πάγκος. Τηλ. 222-303. bbox=[660, 1442, 827, 1469]
classified-ad: ΜΕΝΤΙΟΥΜ Μαίρη Κροϊσού. Ελληνίδα μέντιουμ διάσημη. Χαρτομαντεία, καφετζού. Τηλ. 282-201. bbox=[836, 825, 1005, 880]
classified-ad: ΚΙΝΕΖΙΚΟΣ βασιλικός ποδολογος. Τηλ. 225-117. bbox=[1191, 508, 1427, 521]
classified-ad: ΚΑΘΗΓΗΤΡΙΑ φιλόλογος παραδίδει μαθήματα γυμνασίου — λυκείου. Τηλ. 263-072. bbox=[512, 442, 651, 497]
classified-ad: ΓΕΡΜΑΝΙΚΑ παραδίδονται. Τηλ. 262-119. bbox=[338, 1558, 502, 1585]
classified-ad: ΚΑΘΗΓΗΤΡΙΑ γαλλικών. Τηλ. 832-465. bbox=[338, 1455, 502, 1482]
classified-ad: ΠΡΟΣΟΧΗ Κόβονται δέντρα. Τηλ. 271-009. bbox=[1191, 726, 1402, 739]
classified-ad: ΠΩΛΕΙΤΑΙ τηλέφωνο από 3. Τηλ. 261-834. bbox=[660, 961, 827, 988]
classified-ad: ΠΩΛΕΙΤΑΙ ξύλινη βάρκα 5 μ. 12 HP. Τηλ. 530-866. bbox=[836, 510, 1005, 537]
classified-ad: ΠΩΛΕΙΤΑΙ μηχάνημα Ζακάρ, 45 τόννων, με 4x2, τιμή ευκαιρίας. Τηλ. 513-420. bbox=[133, 1152, 328, 1192]
classified-ad: ΠΩΛΕΙΤΑΙ Audi 100 1970. Τηλ. 512-823. bbox=[5, 2339, 124, 2366]
classified-ad: ΧΟΡΟ την Τετάρτη, 23 Μαΐου, σε ομαδική κέντρο νυκτερινό. Τηλ. 540-460. bbox=[1015, 509, 1182, 550]
classified-ad: ΠΩΛΕΙΤΑΙ Σίμκα 1300 δοστε Τηλ. 716-429. bbox=[5, 1525, 124, 1552]
classified-ad: ΕΙΝΑΙΤΕ σπαθιά και σουλάρι κουζίνας. Τηλ. 650-682. bbox=[1191, 337, 1449, 350]
classified-ad: ΟΙΚΟΠΕΔΙΚΑ πωλεί σε τιμές ευκαιρίας. Τηλ. 834-203. bbox=[1191, 357, 1454, 370]
classified-ad: ΠΩΛΟΥΝΤΑΙ μηχανήματα σιδηρουργίου σε άριστη κατάσταση. Τηλ. 911-159. bbox=[338, 227, 502, 268]
classified-ad: ΠΩΛΕΙΤΑΙ Simca 1000 μοδ. 72. Τηλ. 522-383. bbox=[5, 2174, 124, 2201]
classified-ad: ΑΓΓΛΙΚΑ και γερμανικά από φιλόλογο πτυχιούχο. Τηλ. 302-182. bbox=[338, 1110, 502, 1151]
column-0 bbox=[0, 130, 128, 2463]
classified-ad: ΠΩΛΕΙΤΑΙ Fiat 124 σε καλή κατάσταση. Τηλ. 611-077. bbox=[5, 1165, 124, 1206]
section-heading-label: ΤΗΛΕΦΩΝΑ bbox=[672, 857, 816, 881]
section-heading bbox=[663, 1236, 825, 1268]
classified-ad: SINGER τρικλίνο καινούργιο κεραμικό, τύπου 40.000 Τηλ. 830-005. Καισάρειου 132, 2ος όροφος. bbox=[338, 372, 502, 413]
